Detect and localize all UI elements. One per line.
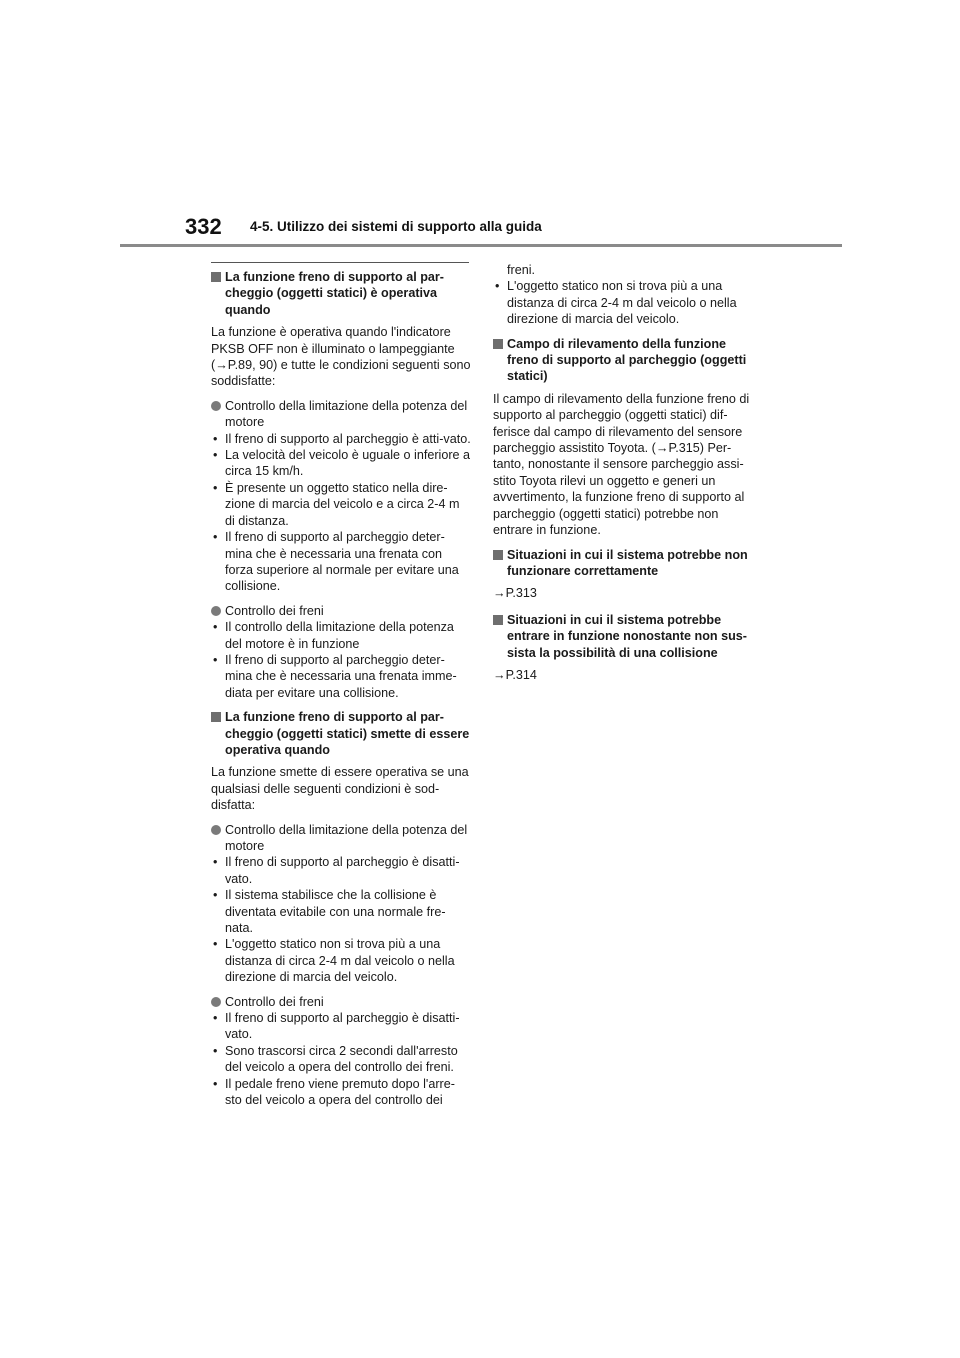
page-reference: →P.313 <box>493 586 537 601</box>
square-bullet-icon <box>211 272 221 282</box>
list-item: • La velocità del veicolo è uguale o inferiore a circa 15 km/h. <box>213 448 471 479</box>
bullet-list <box>211 854 471 985</box>
page-number: 332 <box>185 214 222 239</box>
page-reference: →P.314 <box>493 667 537 682</box>
circle-bullet-icon <box>211 606 221 616</box>
section-heading: Situazioni in cui il sistema potrebbe entrare in funzione nonostante non sus-sista la possibilità di una collisione <box>493 612 753 661</box>
paragraph: Il campo di rilevamento della funzione freno di supporto al parcheggio (oggetti statici) dif-ferisce dal campo di rilevamento del sensore parcheggio assistito Toyota. (→P.315) Per-tanto, nonostante il sensore parcheggio assi-stito Toyota rilevi un oggetto e generi un avvertimento, la funzione freno di supporto al parcheggio (oggetti statici) potrebbe non entrare in funzione. <box>493 391 750 538</box>
list-item: • Il freno di supporto al parcheggio deter-mina che è necessaria una frenata con forza superiore al normale per evitare una collisione. <box>213 530 459 594</box>
continued-text: freni. <box>507 263 535 277</box>
list-item: • L'oggetto statico non si trova più a una distanza di circa 2-4 m dal veicolo o nella direzione di marcia del veicolo. <box>495 279 737 327</box>
list-item: • Il freno di supporto al parcheggio è disatti-vato. <box>213 1011 460 1042</box>
section-heading: Situazioni in cui il sistema potrebbe non funzionare correttamente <box>493 547 753 580</box>
bullet-list <box>493 278 753 327</box>
circle-bullet-icon <box>211 825 221 835</box>
list-item: • Sono trascorsi circa 2 secondi dall'arresto del veicolo a opera del controllo dei freni. <box>213 1043 458 1075</box>
list-item: • Il controllo della limitazione della potenza del motore è in funzione <box>213 620 454 651</box>
list-item: • Il freno di supporto al parcheggio è atti-vato. <box>213 431 471 446</box>
square-bullet-icon <box>211 712 221 722</box>
subsection-title: Controllo dei freni <box>211 603 471 619</box>
left-column <box>211 262 471 1117</box>
square-bullet-icon <box>493 550 503 560</box>
right-column <box>493 262 753 693</box>
subsection-title: Controllo della limitazione della potenza del motore <box>211 822 471 855</box>
bullet-list <box>211 619 471 701</box>
chapter-title: 4-5. Utilizzo dei sistemi di supporto alla guida <box>250 219 542 234</box>
bullet-list <box>211 1010 471 1108</box>
circle-bullet-icon <box>211 401 221 411</box>
section-heading: La funzione freno di supporto al par-cheggio (oggetti statici) smette di essere operativa quando <box>211 709 471 758</box>
subsection-title: Controllo dei freni <box>211 994 471 1010</box>
square-bullet-icon <box>493 615 503 625</box>
section-rule <box>211 262 469 263</box>
header-rule <box>120 244 842 247</box>
circle-bullet-icon <box>211 997 221 1007</box>
list-item: • È presente un oggetto statico nella dire-zione di marcia del veicolo e a circa 2-4 m di distanza. <box>213 480 460 528</box>
list-item: • Il sistema stabilisce che la collisione è diventata evitabile con una normale fre-nata. <box>213 888 446 936</box>
list-item: • L'oggetto statico non si trova più a una distanza di circa 2-4 m dal veicolo o nella direzione di marcia del veicolo. <box>213 937 455 985</box>
list-item: • Il freno di supporto al parcheggio è disatti-vato. <box>213 855 460 886</box>
paragraph: La funzione smette di essere operativa se una qualsiasi delle seguenti condizioni è sod-disfatta: <box>211 765 469 813</box>
square-bullet-icon <box>493 339 503 349</box>
list-item: • Il freno di supporto al parcheggio deter-mina che è necessaria una frenata imme-diata per evitare una collisione. <box>213 652 457 700</box>
subsection-title: Controllo della limitazione della potenza del motore <box>211 398 471 431</box>
section-heading: La funzione freno di supporto al par-cheggio (oggetti statici) è operativa quando <box>211 269 471 318</box>
section-heading: Campo di rilevamento della funzione freno di supporto al parcheggio (oggetti statici) <box>493 336 753 385</box>
bullet-list <box>211 431 471 595</box>
list-item: • Il pedale freno viene premuto dopo l'arre-sto del veicolo a opera del controllo dei <box>213 1076 455 1108</box>
paragraph: La funzione è operativa quando l'indicatore PKSB OFF non è illuminato o lampeggiante (→P.89, 90) e tutte le condizioni seguenti sono soddisfatte: <box>211 325 471 389</box>
